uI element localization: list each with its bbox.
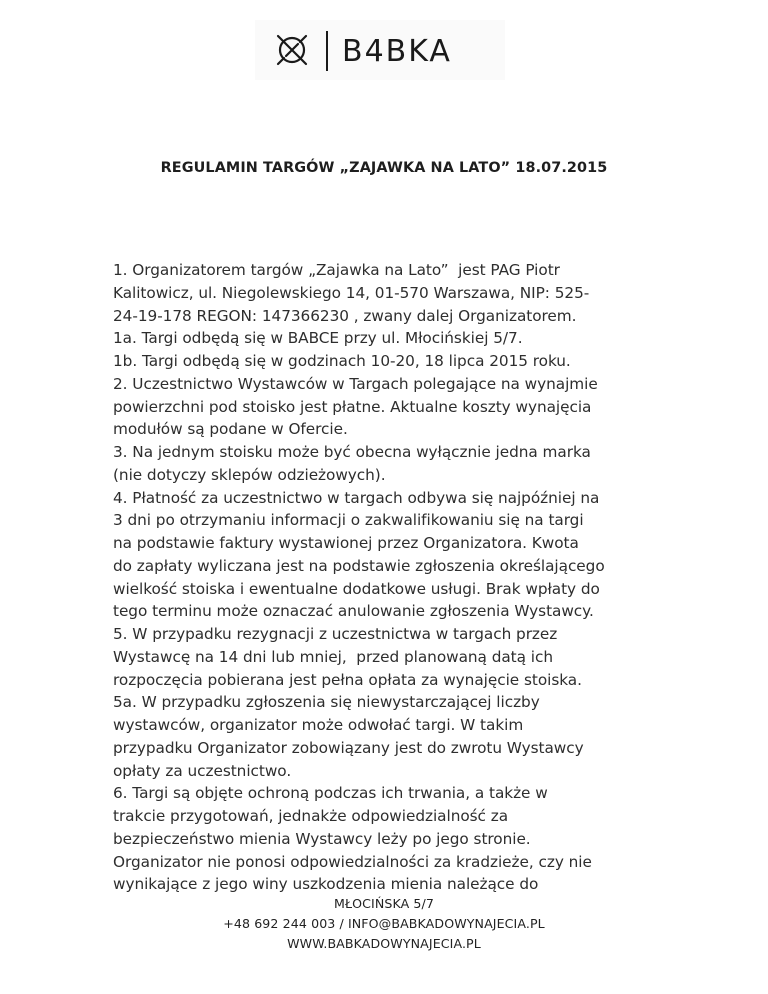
text-line: opłaty za uczestnictwo.	[113, 761, 292, 780]
footer	[0, 894, 768, 954]
text-line: 4. Płatność za uczestnictwo w targach odbywa się najpóźniej na	[113, 488, 600, 507]
footer-website: WWW.BABKADOWYNAJECIA.PL	[287, 936, 481, 951]
text-line: Wystawcę na 14 dni lub mniej, przed planowaną datą ich	[113, 647, 553, 666]
text-line: 1. Organizatorem targów „Zajawka na Lato” jest PAG Piotr	[113, 261, 560, 279]
text-line: wystawców, organizator może odwołać targi. W takim	[113, 716, 524, 734]
text-line: wielkość stoiska i ewentualne dodatkowe usługi. Brak wpłaty do	[113, 579, 600, 598]
text-line: 5. W przypadku rezygnacji z uczestnictwa w targach przez	[113, 625, 558, 643]
text-line: 24-19-178 REGON: 147366230 , zwany dalej Organizatorem.	[113, 306, 577, 325]
text-line: 1b. Targi odbędą się w godzinach 10-20, 18 lipca 2015 roku.	[113, 352, 571, 370]
text-line: 5a. W przypadku zgłoszenia się niewystarczającej liczby	[113, 693, 540, 712]
document-body	[113, 259, 673, 896]
text-line: na podstawie faktury wystawionej przez Organizatora. Kwota	[113, 534, 579, 552]
babka-logo	[270, 25, 490, 75]
text-line: trakcie przygotowań, jednakże odpowiedzialność za	[113, 807, 509, 825]
text-line: modułów są podane w Ofercie.	[113, 420, 348, 439]
footer-address: MŁOCIŃSKA 5/7	[333, 896, 434, 911]
text-line: Organizator nie ponosi odpowiedzialności za kradzieże, czy nie	[113, 852, 592, 871]
text-line: tego terminu może oznaczać anulowanie zgłoszenia Wystawcy.	[113, 602, 594, 621]
crossed-circle-icon	[278, 36, 306, 64]
text-line: Kalitowicz, ul. Niegolewskiego 14, 01-570 Warszawa, NIP: 525-	[113, 283, 590, 302]
text-line: 3. Na jednym stoisku może być obecna wyłącznie jedna marka	[113, 443, 591, 461]
text-line: 1a. Targi odbędą się w BABCE przy ul. Młocińskiej 5/7.	[113, 329, 523, 348]
footer-contact: +48 692 244 003 / INFO@BABKADOWYNAJECIA.PL	[223, 916, 545, 931]
text-line: rozpoczęcia pobierana jest pełna opłata za wynajęcie stoiska.	[113, 670, 582, 689]
text-line: przypadku Organizator zobowiązany jest do zwrotu Wystawcy	[113, 738, 584, 757]
text-line: 2. Uczestnictwo Wystawców w Targach polegające na wynajmie	[113, 374, 598, 393]
logo	[255, 20, 505, 80]
text-line: 3 dni po otrzymaniu informacji o zakwalifikowaniu się na targi	[113, 511, 584, 530]
text-line: (nie dotyczy sklepów odzieżowych).	[113, 465, 386, 484]
text-line: wynikające z jego winy uszkodzenia mienia należące do	[113, 875, 539, 894]
text-line: powierzchni pod stoisko jest płatne. Aktualne koszty wynajęcia	[113, 397, 592, 416]
text-line: 6. Targi są objęte ochroną podczas ich trwania, a także w	[113, 784, 548, 803]
document-title: REGULAMIN TARGÓW „ZAJAWKA NA LATO” 18.07.2015	[160, 160, 608, 176]
text-line: do zapłaty wyliczana jest na podstawie zgłoszenia określającego	[113, 556, 605, 575]
logo-wordmark: B4BKA	[342, 34, 452, 69]
text-line: bezpieczeństwo mienia Wystawcy leży po jego stronie.	[113, 829, 531, 848]
